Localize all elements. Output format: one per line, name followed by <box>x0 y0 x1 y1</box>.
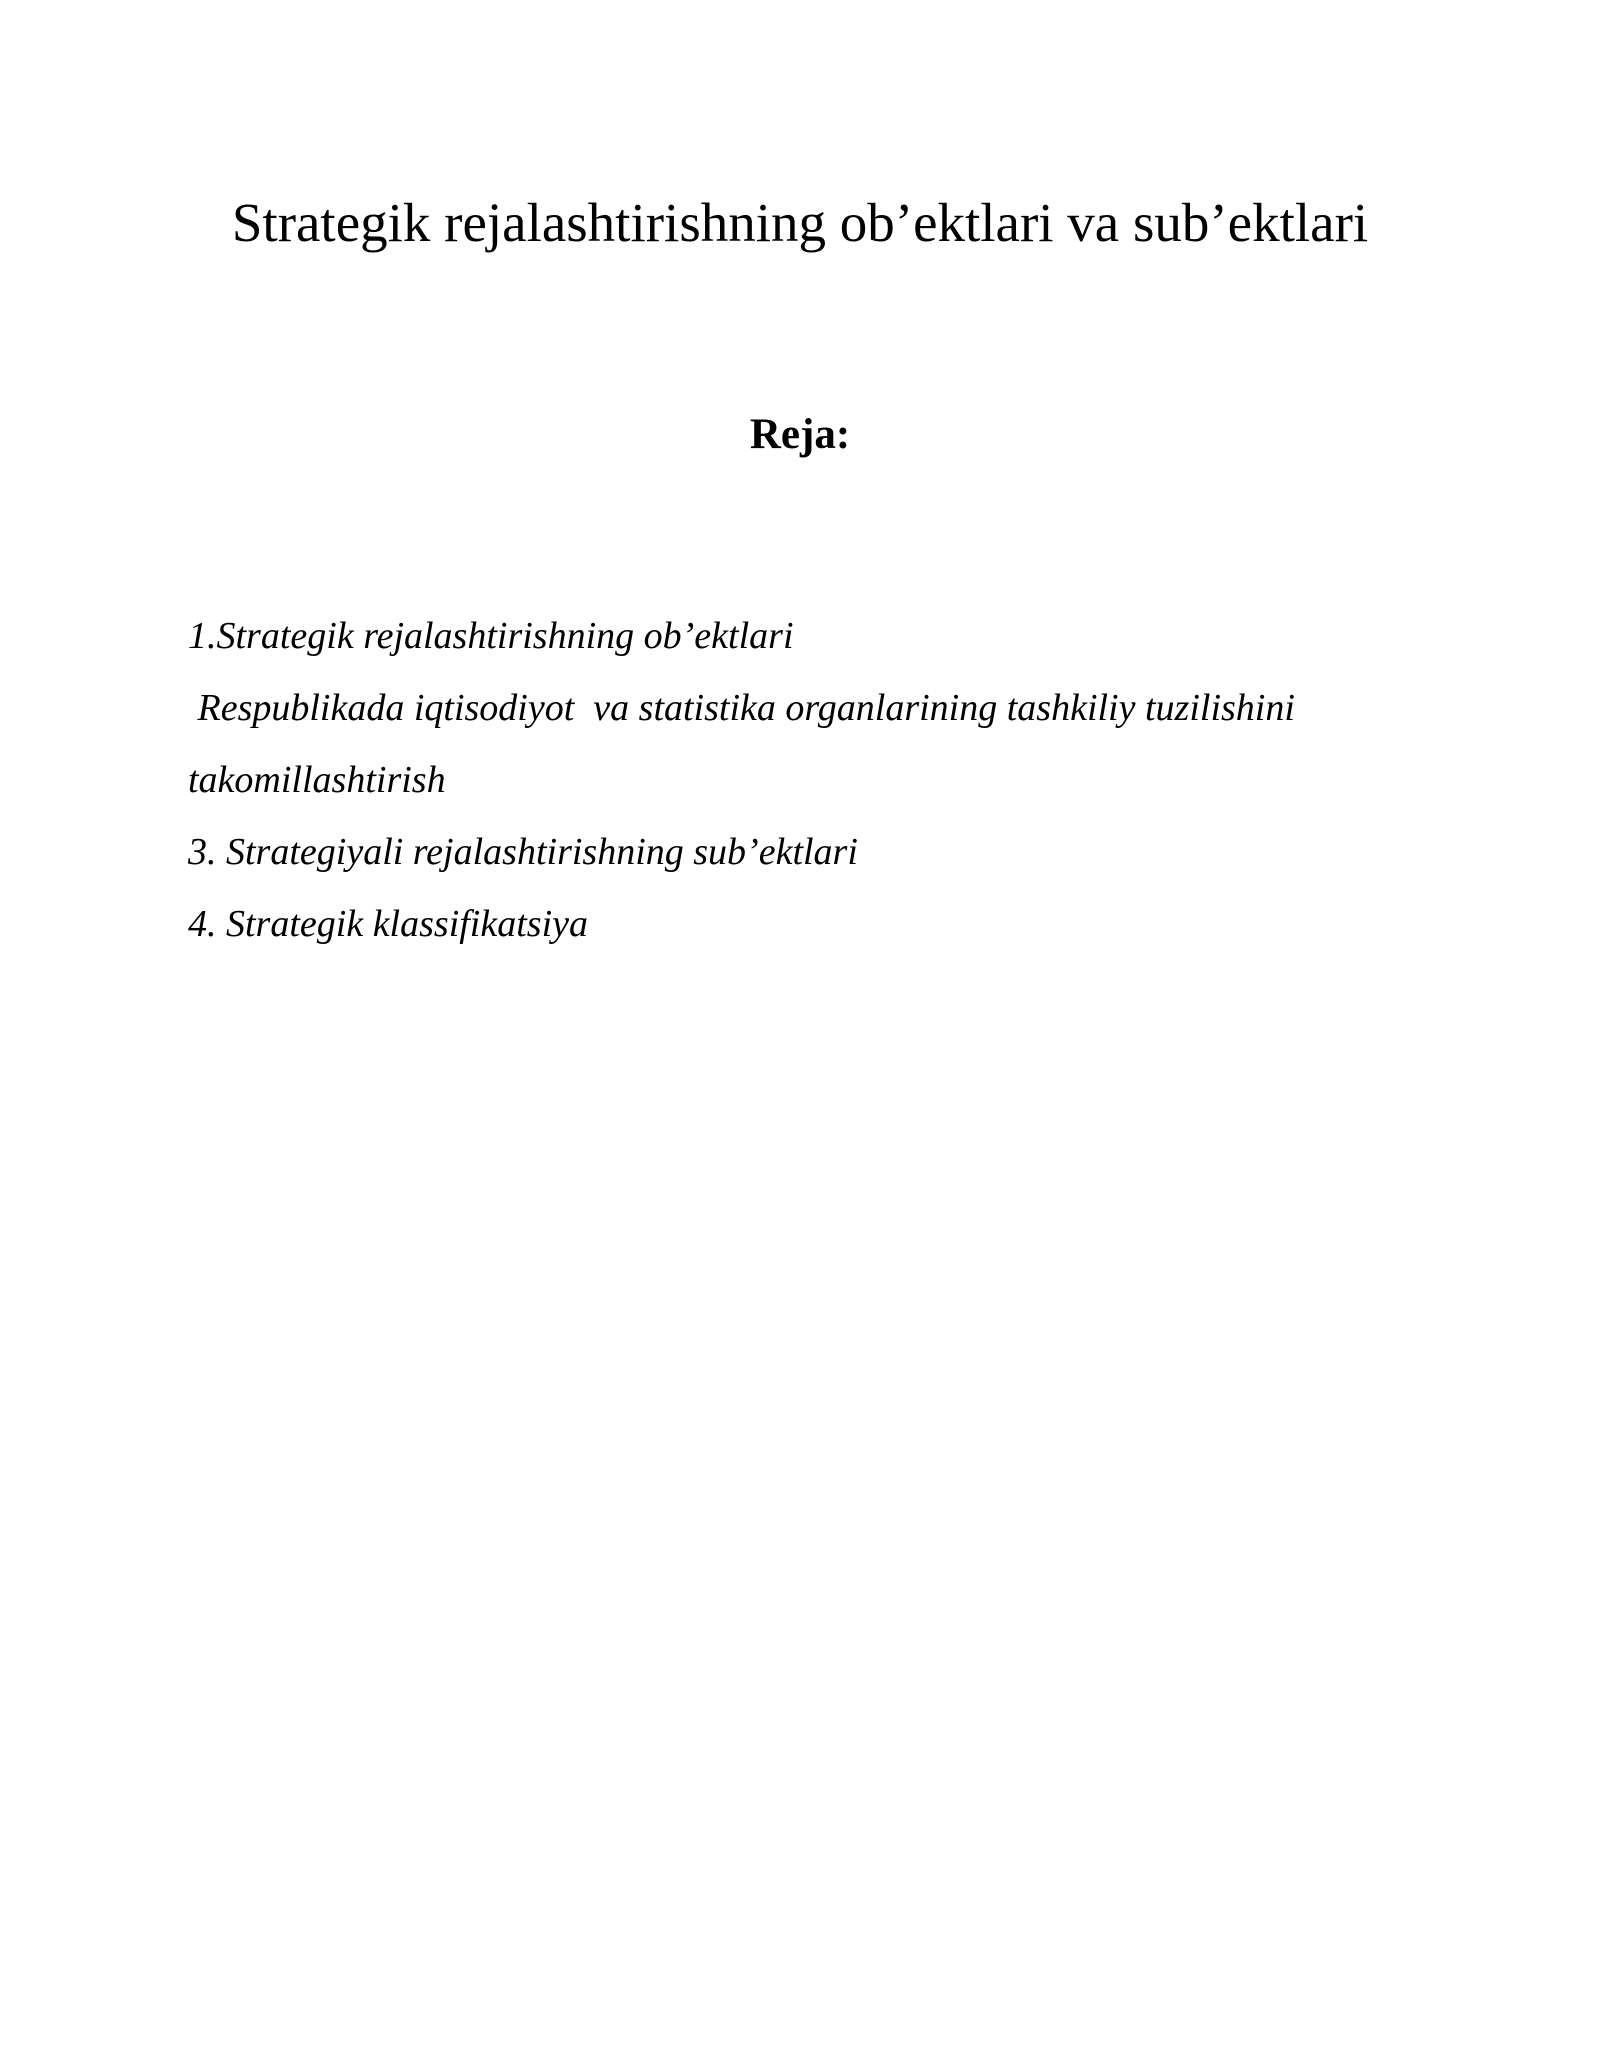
plan-heading: Reja: <box>749 411 851 458</box>
document-title: Strategik rejalashtirishning ob’ektlari va sub’ektlari <box>231 192 1369 253</box>
plan-item-3: 3. Strategiyali rejalashtirishning sub’ektlari <box>188 831 858 873</box>
plan-item-2: Respublikada iqtisodiyot va statistika organlarining tashkiliy tuzilishini takomillashtirish <box>188 687 1305 801</box>
plan-item-4: 4. Strategik klassifikatsiya <box>188 903 589 945</box>
plan-list <box>188 600 1428 960</box>
plan-item-1: 1.Strategik rejalashtirishning ob’ektlari <box>188 615 794 657</box>
